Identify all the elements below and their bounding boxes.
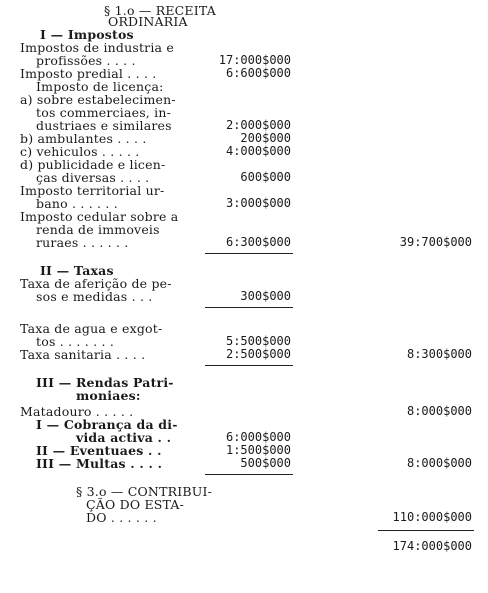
item-multas: III — Multas . . . . [36, 456, 163, 471]
item-agua-line1: Taxa de agua e exgot- [20, 321, 163, 336]
item-licenca: Imposto de licença: [36, 79, 164, 94]
item-eventuaes: II — Eventuaes . . [36, 443, 162, 458]
value-industria: 17:000$000 [218, 53, 291, 67]
section-rendas-title-line1: III — Rendas Patri- [36, 375, 174, 390]
value-licenca-a: 2:000$000 [225, 118, 291, 132]
item-licenca-d-line1: d) publicidade e licen- [20, 157, 166, 172]
rule-taxas [205, 365, 293, 366]
rule-afericao [205, 307, 293, 308]
total-matadouro: 8:000$000 [406, 404, 472, 418]
value-afericao: 300$000 [240, 289, 291, 303]
total-contribuicao: 110:000$000 [392, 510, 472, 524]
item-territorial-line2: bano . . . . . . [36, 196, 118, 211]
total-taxas: 8:300$000 [406, 347, 472, 361]
section-impostos-title: I — Impostos [40, 27, 134, 42]
item-licenca-a-line1: a) sobre estabelecimen- [20, 92, 176, 107]
rule-impostos [205, 253, 293, 254]
value-agua: 5:500$000 [225, 334, 291, 348]
heading-ordinaria: ORDINARIA [108, 14, 188, 29]
item-predial: Imposto predial . . . . [20, 66, 157, 81]
item-cedular-line3: ruraes . . . . . . [36, 235, 129, 250]
item-licenca-d-line2: ças diversas . . . . [36, 170, 150, 185]
item-agua-line2: tos . . . . . . . [36, 334, 114, 349]
item-licenca-a-line3: dustriaes e similares [36, 118, 172, 133]
section-taxas-title: II — Taxas [40, 263, 114, 278]
item-cedular-line2: renda de immoveis [36, 222, 160, 237]
total-impostos: 39:700$000 [399, 235, 472, 249]
item-licenca-c: c) vehiculos . . . . . [20, 144, 140, 159]
value-cedular: 6:300$000 [225, 235, 291, 249]
item-afericao-line1: Taxa de aferição de pe- [20, 276, 172, 291]
item-licenca-a-line2: tos commerciaes, in- [36, 105, 172, 120]
value-territorial: 3:000$000 [225, 196, 291, 210]
value-sanitaria: 2:500$000 [225, 347, 291, 361]
value-licenca-d: 600$000 [240, 170, 291, 184]
item-cobranca-line2: vida activa . . [76, 430, 172, 445]
heading-section-1: § 1.o — RECEITA [104, 3, 216, 18]
value-predial: 6:600$000 [225, 66, 291, 80]
section-rendas-title-line2: moniaes: [76, 388, 141, 403]
value-cobranca: 6:000$000 [225, 430, 291, 444]
grand-total: 174:000$000 [392, 539, 472, 553]
item-cedular-line1: Imposto cedular sobre a [20, 209, 179, 224]
rule-grand-total [378, 530, 474, 531]
value-licenca-b: 200$000 [240, 131, 291, 145]
item-afericao-line2: sos e medidas . . . [36, 289, 153, 304]
item-matadouro: Matadouro . . . . . [20, 404, 134, 419]
value-multas: 500$000 [240, 456, 291, 470]
value-eventuaes: 1:500$000 [225, 443, 291, 457]
item-licenca-b: b) ambulantes . . . . [20, 131, 147, 146]
item-cobranca-line1: I — Cobrança da di- [36, 417, 178, 432]
section-contribuicao-line3: DO . . . . . . [86, 510, 157, 525]
item-industria-line1: Impostos de industria e [20, 40, 174, 55]
item-industria-line2: profissões . . . . [36, 53, 136, 68]
rule-rendas [205, 474, 293, 475]
total-rendas: 8:000$000 [406, 456, 472, 470]
item-sanitaria: Taxa sanitaria . . . . [20, 347, 146, 362]
section-contribuicao-line1: § 3.o — CONTRIBUI- [76, 484, 213, 499]
section-contribuicao-line2: ÇÃO DO ESTA- [86, 497, 185, 512]
item-territorial-line1: Imposto territorial ur- [20, 183, 165, 198]
value-licenca-c: 4:000$000 [225, 144, 291, 158]
